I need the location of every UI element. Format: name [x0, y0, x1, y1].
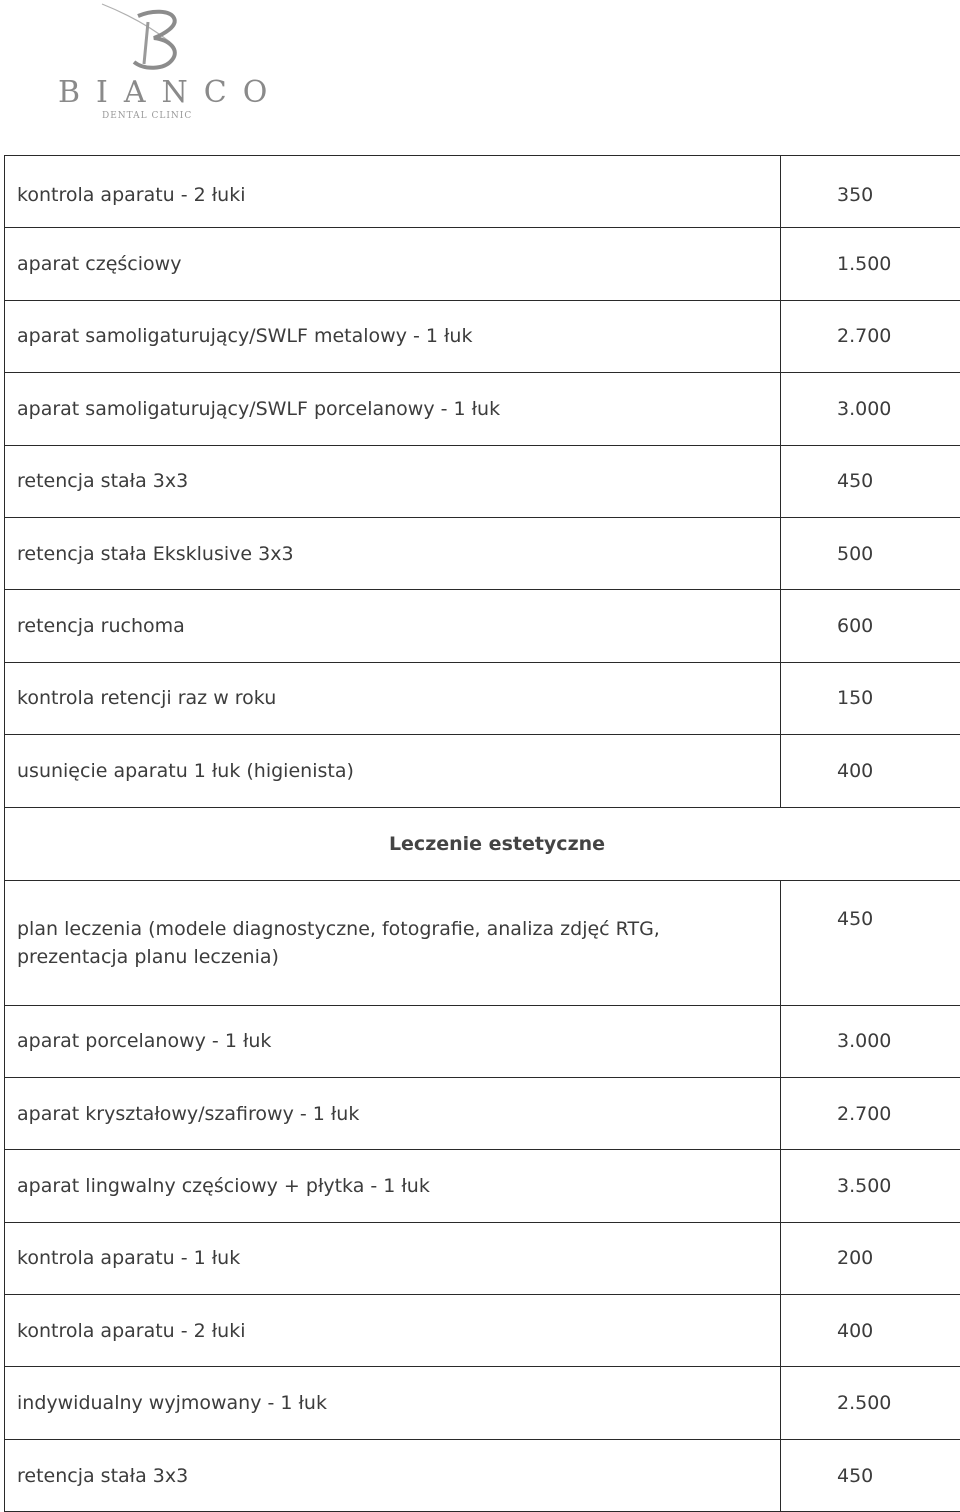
service-name: kontrola aparatu - 2 łuki — [5, 156, 781, 228]
service-name: aparat samoligaturujący/SWLF metalowy - 1 łuk — [5, 300, 781, 372]
table-row — [5, 1005, 960, 1077]
table-row — [5, 1150, 960, 1222]
table-row — [5, 735, 960, 807]
service-name: retencja stała 3x3 — [5, 1439, 781, 1511]
table-row — [5, 517, 960, 589]
service-price: 200 — [781, 1222, 960, 1294]
service-price: 600 — [781, 590, 960, 662]
section-header-row — [5, 807, 960, 880]
clinic-logo — [52, 2, 252, 122]
logo-subtitle: DENTAL CLINIC — [102, 112, 192, 121]
service-price: 450 — [781, 880, 960, 1005]
table-row — [5, 880, 960, 1005]
table-row — [5, 1077, 960, 1149]
table-row — [5, 445, 960, 517]
section-title: Leczenie estetyczne — [5, 807, 960, 880]
table-row — [5, 1367, 960, 1439]
service-name: kontrola aparatu - 1 łuk — [5, 1222, 781, 1294]
service-price: 400 — [781, 1295, 960, 1367]
service-price: 3.000 — [781, 1005, 960, 1077]
service-price: 2.500 — [781, 1367, 960, 1439]
service-price: 450 — [781, 445, 960, 517]
table-row — [5, 1295, 960, 1367]
table-row — [5, 1439, 960, 1511]
price-table — [4, 155, 960, 1512]
table-row — [5, 373, 960, 445]
service-name: kontrola retencji raz w roku — [5, 662, 781, 734]
service-price: 400 — [781, 735, 960, 807]
service-price: 350 — [781, 156, 960, 228]
table-row — [5, 662, 960, 734]
service-name: aparat częściowy — [5, 228, 781, 300]
service-price: 2.700 — [781, 300, 960, 372]
service-price: 500 — [781, 517, 960, 589]
table-row — [5, 1222, 960, 1294]
service-name: aparat porcelanowy - 1 łuk — [5, 1005, 781, 1077]
service-name: retencja ruchoma — [5, 590, 781, 662]
logo-name: BIANCO — [58, 78, 283, 108]
service-price: 3.000 — [781, 373, 960, 445]
service-name: aparat lingwalny częściowy + płytka - 1 łuk — [5, 1150, 781, 1222]
table-row — [5, 156, 960, 228]
service-name: retencja stała 3x3 — [5, 445, 781, 517]
service-name: kontrola aparatu - 2 łuki — [5, 1295, 781, 1367]
service-price: 3.500 — [781, 1150, 960, 1222]
service-price: 450 — [781, 1439, 960, 1511]
table-row — [5, 300, 960, 372]
table-row — [5, 228, 960, 300]
service-name: plan leczenia (modele diagnostyczne, fotografie, analiza zdjęć RTG, prezentacja planu leczenia) — [5, 880, 781, 1005]
service-name: aparat samoligaturujący/SWLF porcelanowy - 1 łuk — [5, 373, 781, 445]
service-name: aparat kryształowy/szafirowy - 1 łuk — [5, 1077, 781, 1149]
service-price: 1.500 — [781, 228, 960, 300]
table-row — [5, 590, 960, 662]
service-name: usunięcie aparatu 1 łuk (higienista) — [5, 735, 781, 807]
logo-emblem-icon — [52, 2, 252, 82]
service-price: 150 — [781, 662, 960, 734]
service-name: retencja stała Eksklusive 3x3 — [5, 517, 781, 589]
service-price: 2.700 — [781, 1077, 960, 1149]
service-name: indywidualny wyjmowany - 1 łuk — [5, 1367, 781, 1439]
